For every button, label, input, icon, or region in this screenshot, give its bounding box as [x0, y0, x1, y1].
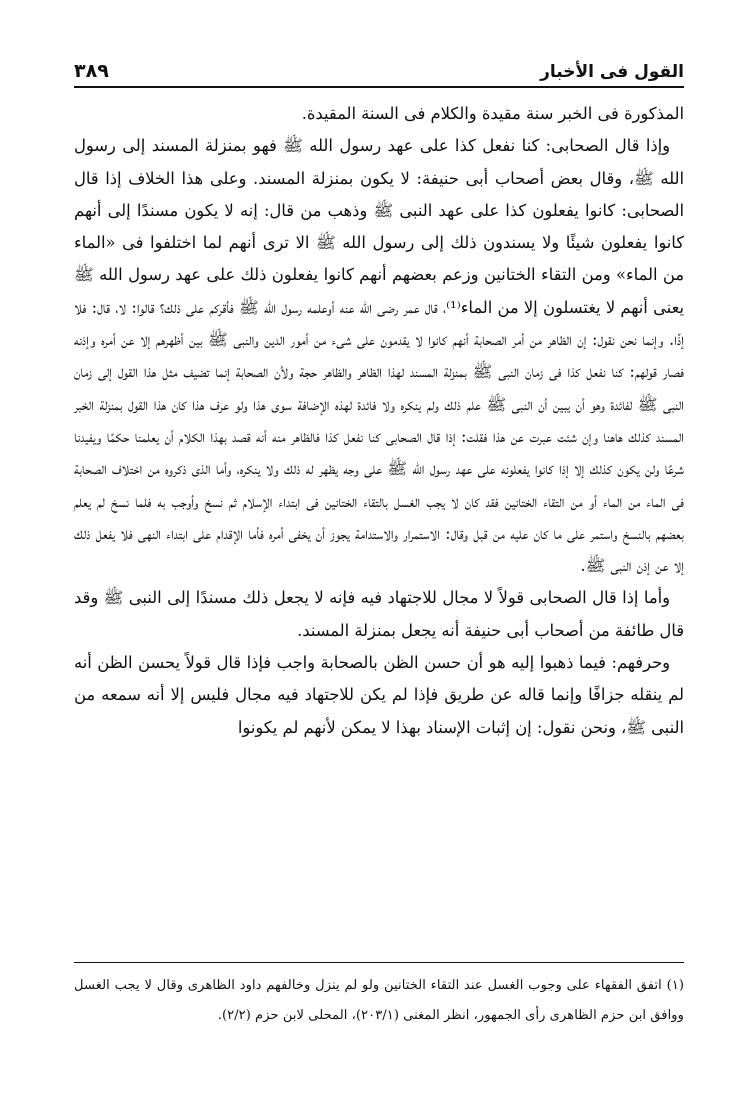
- paragraph: وإذا قال الصحابى: كنا نفعل كذا على عهد رسول الله ﷺ فهو بمنزلة المسند إلى رسول الله ﷺ، وقال بعض أصحاب أبى حنيفة: لا يكون بمنزلة المسند. وعلى هذا الخلاف إذا قال الصحابى: كانوا يفعلون كذا على عهد النبى ﷺ وذهب من قال: إنه لا يكون مسندًا إلى أنهم كانوا يفعلون شيئًا ولا يسندون ذلك إلى رسول الله ﷺ الا ترى أنهم لما اختلفوا فى «الماء من الماء» ومن التقاء الختانين وزعم بعضهم أنهم كانوا يفعلون ذلك على عهد رسول الله ﷺ يعنى أنهم لا يغتسلون إلا من الماء⁽¹⁾، قال عمر رضى الله عنه أوعلمه رسول الله ﷺ فأقركم على ذلك؟ قالوا: لا، قال: فلا إذًا. وإنما نحن نقول: إن الظاهر من أمر الصحابة أنهم كانوا لا يقدمون على شىء من أمور الدين والنبى ﷺ بين أظهرهم إلا عن أمره وإذنه فصار قولهم: كنا نفعل كذا فى زمان النبى ﷺ بمنزلة المسند لهذا الظاهر والظاهر حجة ولأن الصحابة إنما تضيف مثل هذا القول إلى زمان النبى ﷺ لفائدة وهو أن يبين أن النبى ﷺ علم ذلك ولم ينكره ولا فائدة لهذه الإضافة سوى هذا ولو عرف هذا كان هذا القول بمنزلة الخبر المسند كذلك هاهنا وإن شئت عبرت عن هذا فقلت: إذا قال الصحابى كنا نفعل كذا فالظاهر منه أنه قصد بهذا الكلام أن يعلمنا حكمًا ويفيدنا شرعًا ولن يكون كذلك إلا إذا كانوا يفعلونه على عهد رسول الله ﷺ على وجه يظهر له ذلك ولا ينكره، وأما الذى ذكروه من اختلاف الصحابة فى الماء من الماء أو من التقاء الختانين فقد كان لا يجب الغسل بالتقاء الختانين فى ابتداء الإسلام ثم نسخ وأوجب به فلما نسخ لم يعلم بعضهم بالنسخ واستمر على ما كان عليه من قبل وقال: الاستمرار والاستدامة يجوز أن يخفى أمره فأما الإقدام على ابتداء النهى فلا يفعل ذلك إلا عن إذن النبى ﷺ.: [74, 136, 684, 576]
- paragraph: وحرفهم: فيما ذهبوا إليه هو أن حسن الظن بالصحابة واجب فإذا قال قولاً يحسن الظن أنه لم ينقله جزافًا وإنما قاله عن طريق فإذا لم يكن للاجتهاد فيه مجال فليس إلا أنه سمعه من النبى ﷺ، ونحن نقول: إن إثبات الإسناد بهذا لا يمكن لأنهم لم يكونوا: [74, 653, 684, 737]
- footnote: (١) اتفق الفقهاء على وجوب الغسل عند التقاء الختانين ولو لم ينزل وخالفهم داود الظاهرى وقال لا يجب الغسل ووافق ابن حزم الظاهرى رأى الجمهور، انظر المغنى (٢٠٣/١)، المحلى لابن حزم (٢/٢).: [74, 978, 684, 1023]
- book-page: [74, 56, 684, 1066]
- page-header: [74, 56, 684, 88]
- main-text: [74, 98, 684, 744]
- paragraph: وأما إذا قال الصحابى قولاً لا مجال للاجتهاد فيه فإنه لا يجعل ذلك مسندًا إلى النبى ﷺ وقد قال طائفة من أصحاب أبى حنيفة أنه يجعل بمنزلة المسند.: [74, 588, 684, 640]
- paragraph: المذكورة فى الخبر سنة مقيدة والكلام فى السنة المقيدة.: [301, 104, 684, 123]
- page-number: ٣٨٩: [74, 60, 109, 82]
- footnotes: [74, 962, 684, 1031]
- running-title: القول فى الأخبار: [540, 62, 684, 82]
